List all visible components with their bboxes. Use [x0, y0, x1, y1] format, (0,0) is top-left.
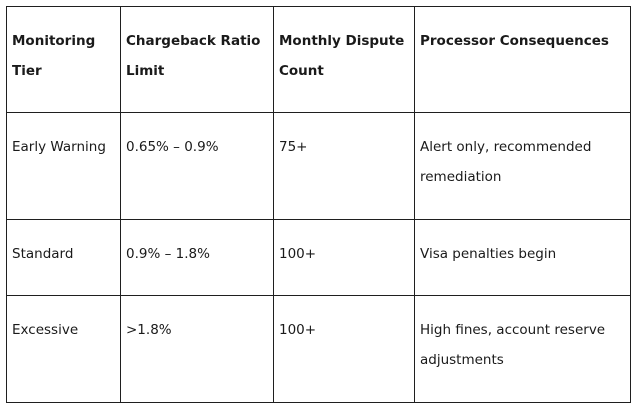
- cell-dispute-count: 100+: [274, 220, 415, 296]
- cell-ratio-limit: >1.8%: [121, 296, 274, 403]
- cell-consequences: Alert only, recommended remediation: [415, 113, 631, 220]
- cell-tier: Standard: [7, 220, 121, 296]
- cell-tier: Early Warning: [7, 113, 121, 220]
- cell-dispute-count: 75+: [274, 113, 415, 220]
- chargeback-monitoring-table-container: [6, 6, 631, 403]
- table-row: [7, 220, 631, 296]
- header-monitoring-tier: Monitoring Tier: [7, 7, 121, 113]
- header-chargeback-ratio-limit: Chargeback Ratio Limit: [121, 7, 274, 113]
- cell-ratio-limit: 0.65% – 0.9%: [121, 113, 274, 220]
- header-processor-consequences: Processor Consequences: [415, 7, 631, 113]
- cell-tier: Excessive: [7, 296, 121, 403]
- chargeback-monitoring-table: [6, 6, 631, 403]
- header-monthly-dispute-count: Monthly Dispute Count: [274, 7, 415, 113]
- cell-consequences: Visa penalties begin: [415, 220, 631, 296]
- cell-ratio-limit: 0.9% – 1.8%: [121, 220, 274, 296]
- table-header-row: [7, 7, 631, 113]
- table-row: [7, 113, 631, 220]
- cell-dispute-count: 100+: [274, 296, 415, 403]
- table-row: [7, 296, 631, 403]
- cell-consequences: High fines, account reserve adjustments: [415, 296, 631, 403]
